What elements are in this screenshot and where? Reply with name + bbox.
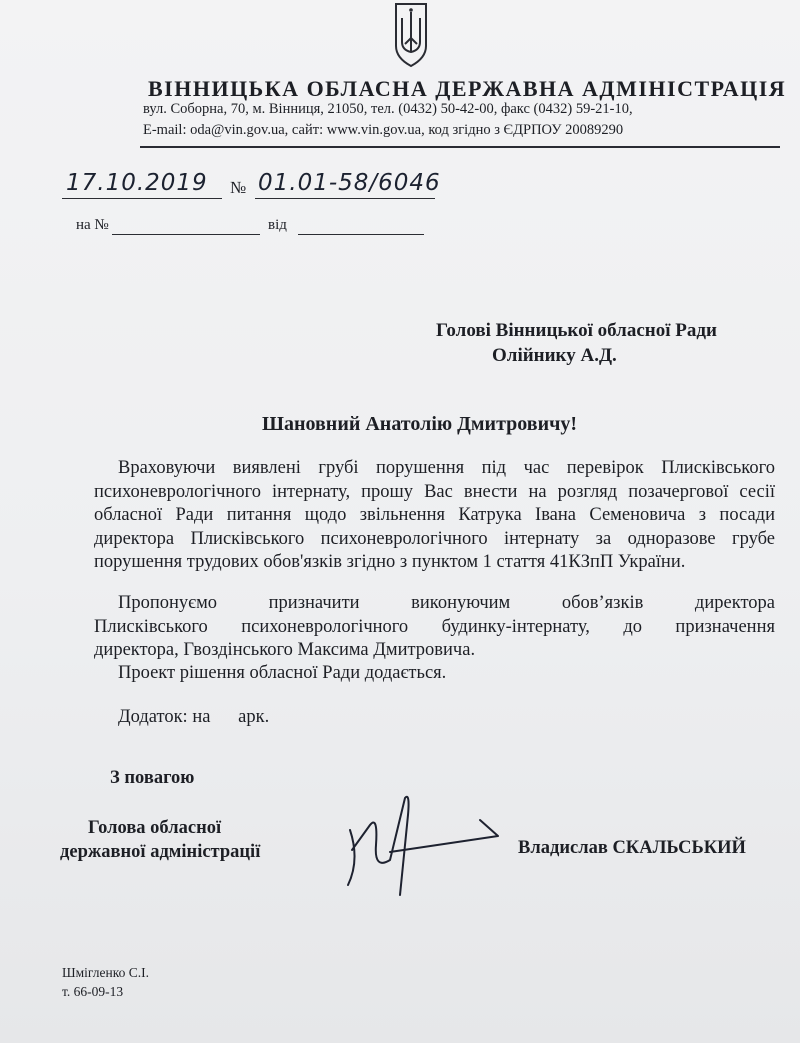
organization-address: вул. Соборна, 70, м. Вінниця, 21050, тел. (0432) 50-42-00, факс (0432) 59-21-10, xyxy=(143,101,633,117)
paragraph-line: обласної Ради питання щодо звільнення Катрука Івана Семеновича з посади xyxy=(94,505,775,525)
paragraph-2 xyxy=(94,592,775,663)
header-divider xyxy=(140,146,780,148)
paragraph-line: директора, Гвоздінського Максима Дмитровича. xyxy=(94,640,476,660)
paragraph-line: психоневрологічного інтернату, прошу Вас внести на розгляд позачергової сесії xyxy=(94,481,775,502)
ref-date-blank xyxy=(298,234,424,235)
ref-number-label: на № xyxy=(76,217,109,233)
paragraph-line: Враховуючи виявлені грубі порушення під час перевірок Плисківського xyxy=(118,458,775,478)
attachment-note: Додаток: на арк. xyxy=(118,707,270,727)
handwritten-signature xyxy=(330,790,500,900)
addressee-position: Голові Вінницької обласної Ради xyxy=(436,320,717,341)
paragraph-line: директора Плисківського психоневрологічного інтернату за одноразове грубе xyxy=(94,528,775,549)
outgoing-number: 01.01-58/6046 xyxy=(258,170,441,196)
closing-regards: З повагою xyxy=(110,768,195,788)
trident-icon xyxy=(386,0,436,70)
ref-date-label: від xyxy=(268,217,287,233)
salutation: Шановний Анатолію Дмитровичу! xyxy=(262,413,578,435)
ref-number-blank xyxy=(112,234,260,235)
date-underline xyxy=(62,198,222,199)
addressee-name: Олійнику А.Д. xyxy=(492,345,617,366)
number-sign: № xyxy=(230,178,247,197)
organization-title: ВІННИЦЬКА ОБЛАСНА ДЕРЖАВНА АДМІНІСТРАЦІЯ xyxy=(148,76,787,101)
signer-position-line2: державної адміністрації xyxy=(60,842,261,862)
signer-position-line1: Голова обласної xyxy=(88,818,222,838)
signer-name: Владислав СКАЛЬСЬКИЙ xyxy=(518,838,746,858)
paragraph-line: Плисківського психоневрологічного будинку-інтернату, до призначення xyxy=(94,616,775,637)
paragraph-1 xyxy=(94,457,775,575)
paragraph-line: Пропонуємо призначити виконуючим обов’язків директора xyxy=(118,593,775,613)
number-underline xyxy=(255,198,435,199)
organization-contacts: E-mail: oda@vin.gov.ua, сайт: www.vin.gov.ua, код згідно з ЄДРПОУ 20089290 xyxy=(143,122,624,138)
executor-phone: т. 66-09-13 xyxy=(62,984,124,999)
paragraph-3: Проект рішення обласної Ради додається. xyxy=(118,663,447,683)
paragraph-line: порушення трудових обов'язків згідно з пунктом 1 стаття 41КЗпП України. xyxy=(94,552,686,572)
executor-name: Шмігленко С.І. xyxy=(62,965,149,980)
outgoing-date: 17.10.2019 xyxy=(66,170,208,196)
